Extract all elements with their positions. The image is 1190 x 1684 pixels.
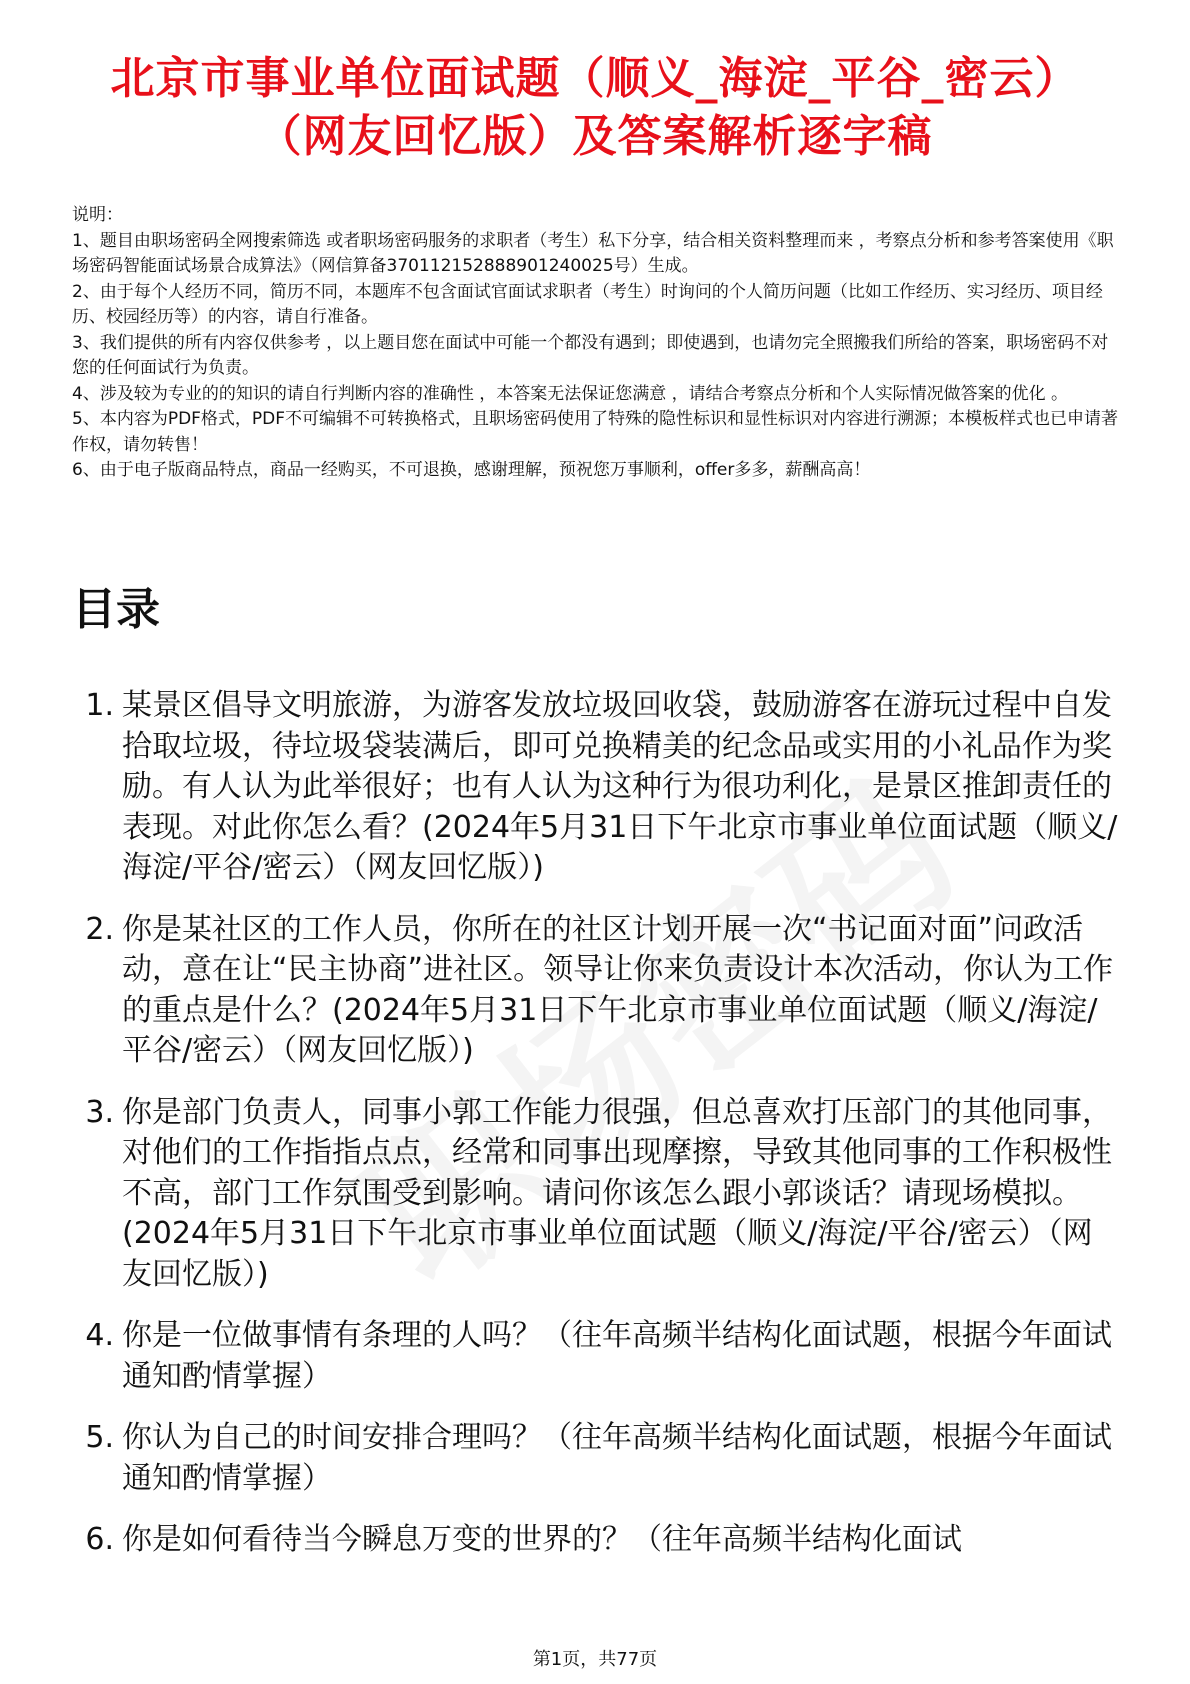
toc-item-text: 某景区倡导文明旅游，为游客发放垃圾回收袋，鼓励游客在游玩过程中自发拾取垃圾，待垃圾袋装满后，即可兑换精美的纪念品或实用的小礼品作为奖励。有人认为此举很好；也有人认为这种行为很功利化，是景区推卸责任的表现。对此你怎么看？(2024年5月31日下午北京市事业单位面试题（顺义/海淀/平谷/密云）（网友回忆版）) <box>122 688 1118 885</box>
toc-item[interactable] <box>72 1520 1122 1561</box>
toc-item-text: 你是一位做事情有条理的人吗？（往年高频半结构化面试题，根据今年面试通知酌情掌握） <box>122 1318 1112 1394</box>
notes-section <box>72 203 1122 484</box>
toc-heading: 目录 <box>72 584 160 635</box>
toc-item-text: 你认为自己的时间安排合理吗？（往年高频半结构化面试题，根据今年面试通知酌情掌握） <box>122 1420 1112 1496</box>
note-line: 3、我们提供的所有内容仅供参考 ，以上题目您在面试中可能一个都没有遇到；即使遇到，也请勿完全照搬我们所给的答案，职场密码不对您的任何面试行为负责。 <box>72 332 1109 378</box>
note-line: 2、由于每个人经历不同，简历不同，本题库不包含面试官面试求职者（考生）时询问的个人简历问题（比如工作经历、实习经历、项目经历、校园经历等）的内容，请自行准备。 <box>72 281 1103 327</box>
notes-heading: 说明： <box>72 205 123 225</box>
toc-item-number: 5. <box>85 1420 114 1455</box>
note-line: 5、本内容为PDF格式，PDF不可编辑不可转换格式，且职场密码使用了特殊的隐性标识和显性标识对内容进行溯源；本模板样式也已申请著作权，请勿转售！ <box>72 409 1119 455</box>
toc-item-number: 6. <box>85 1522 114 1557</box>
toc-item-text: 你是某社区的工作人员，你所在的社区计划开展一次“书记面对面”问政活动，意在让“民主协商”进社区。领导让你来负责设计本次活动，你认为工作的重点是什么？(2024年5月31日下午北京市事业单位面试题（顺义/海淀/平谷/密云）（网友回忆版）) <box>122 911 1114 1068</box>
toc-item[interactable] <box>72 910 1122 1072</box>
toc-item[interactable] <box>72 1093 1122 1296</box>
toc-item-number: 1. <box>85 688 114 723</box>
page-footer: 第1页，共77页 <box>532 1649 658 1670</box>
note-line: 4、涉及较为专业的的知识的请自行判断内容的准确性 ，本答案无法保证您满意 ，请结合考察点分析和个人实际情况做答案的优化 。 <box>72 383 1069 404</box>
toc-item-text: 你是如何看待当今瞬息万变的世界的？（往年高频半结构化面试 <box>122 1522 962 1557</box>
toc-item[interactable] <box>72 1418 1122 1499</box>
toc-item-text: 你是部门负责人，同事小郭工作能力很强，但总喜欢打压部门的其他同事，对他们的工作指指点点，经常和同事出现摩擦，导致其他同事的工作积极性不高，部门工作氛围受到影响。请问你该怎么跟小郭谈话？请现场模拟。(2024年5月31日下午北京市事业单位面试题（顺义/海淀/平谷/密云）（网友回忆版）) <box>122 1094 1112 1292</box>
note-line: 1、题目由职场密码全网搜索筛选 或者职场密码服务的求职者（考生）私下分享，结合相关资料整理而来 ，考察点分析和参考答案使用《职场密码智能面试场景合成算法》（网信算备370112152888901240025号）生成。 <box>72 230 1114 276</box>
table-of-contents <box>72 686 1122 1646</box>
toc-item[interactable] <box>72 686 1122 889</box>
note-line: 6、由于电子版商品特点，商品一经购买，不可退换，感谢理解，预祝您万事顺利，offer多多，薪酬高高！ <box>72 460 871 480</box>
toc-item-number: 2. <box>85 911 114 947</box>
toc-item-number: 4. <box>85 1318 114 1353</box>
toc-item-number: 3. <box>85 1094 114 1130</box>
page-title: 北京市事业单位面试题（顺义_海淀_平谷_密云）（网友回忆版）及答案解析逐字稿 <box>110 53 1080 162</box>
toc-item[interactable] <box>72 1316 1122 1397</box>
